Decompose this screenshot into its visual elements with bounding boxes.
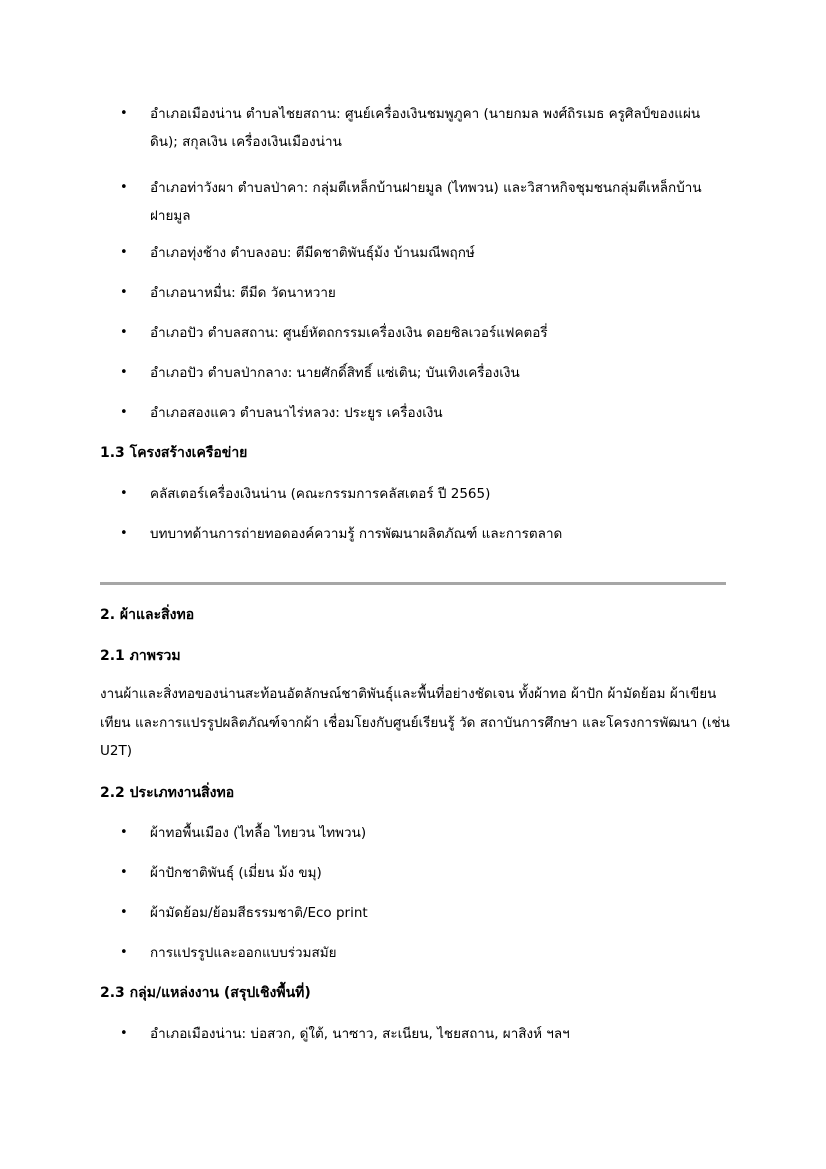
list-item-text: อำเภอเมืองน่าน ตำบลไชยสถาน: ศูนย์เครื่องเงินชมพูภูคา (นายกมล พงศ์ถิรเมธ ครูศิลป์ของแผ่นดิน); สกุลเงิน เครื่องเงินเมืองน่าน [150, 106, 701, 150]
list-item-text: บทบาทด้านการถ่ายทอดองค์ความรู้ การพัฒนาผลิตภัณฑ์ และการตลาด [150, 526, 563, 542]
bullet-icon: • [120, 106, 128, 121]
bullet-icon: • [120, 405, 128, 420]
bullet-icon: • [120, 1026, 128, 1041]
list-item [120, 239, 720, 267]
list-item-text: ผ้าปักชาติพันธุ์ (เมี่ยน ม้ง ขมุ) [150, 865, 322, 881]
list-item [120, 174, 720, 230]
list-item-text: อำเภอสองแคว ตำบลนาไร่หลวง: ประยูร เครื่องเงิน [150, 405, 443, 421]
list-item-text: ผ้าทอพื้นเมือง (ไทลื้อ ไทยวน ไทพวน) [150, 825, 367, 841]
bullet-icon: • [120, 526, 128, 541]
list-item [120, 859, 720, 887]
bullet-icon: • [120, 180, 128, 195]
bullet-icon: • [120, 285, 128, 300]
list-item-text: การแปรรูปและออกแบบร่วมสมัย [150, 945, 337, 961]
list-item [120, 1020, 720, 1048]
bullet-icon: • [120, 825, 128, 840]
list-item-text: คลัสเตอร์เครื่องเงินน่าน (คณะกรรมการคลัสเตอร์ ปี 2565) [150, 486, 491, 502]
bullet-icon: • [120, 245, 128, 260]
section-heading-2-2: 2.2 ประเภทงานสิ่งทอ [100, 785, 235, 801]
list-item [120, 399, 720, 427]
bullet-icon: • [120, 905, 128, 920]
overview-paragraph: งานผ้าและสิ่งทอของน่านสะท้อนอัตลักษณ์ชาติพันธุ์และพื้นที่อย่างชัดเจน ทั้งผ้าทอ ผ้าปัก ผ้ามัดย้อม ผ้าเขียนเทียน และการแปรรูปผลิตภัณฑ์จากผ้า เชื่อมโยงกับศูนย์เรียนรู้ วัด สถาบันการศึกษา และโครงการพัฒนา (เช่น U2T) [100, 686, 730, 759]
bullet-icon: • [120, 365, 128, 380]
list-item-text: อำเภอปัว ตำบลสถาน: ศูนย์หัตถกรรมเครื่องเงิน ดอยซิลเวอร์แฟคตอรี่ [150, 325, 548, 341]
list-item [120, 480, 720, 508]
section-heading-1-3: 1.3 โครงสร้างเครือข่าย [100, 445, 248, 461]
bullet-icon: • [120, 865, 128, 880]
section-heading-2-1: 2.1 ภาพรวม [100, 648, 181, 664]
list-item [120, 520, 720, 548]
list-item-text: อำเภอทุ่งช้าง ตำบลงอบ: ตีมีดชาติพันธุ์ม้ง บ้านมณีพฤกษ์ [150, 245, 475, 261]
list-item [120, 100, 720, 156]
list-item [120, 819, 720, 847]
list-item [120, 899, 720, 927]
list-item-text: อำเภอท่าวังผา ตำบลป่าคา: กลุ่มตีเหล็กบ้านฝายมูล (ไทพวน) และวิสาหกิจชุมชนกลุ่มตีเหล็กบ้านฝายมูล [150, 180, 702, 224]
bullet-icon: • [120, 325, 128, 340]
list-item-text: ผ้ามัดย้อม/ย้อมสีธรรมชาติ/Eco print [150, 905, 368, 921]
section-heading-2-3: 2.3 กลุ่ม/แหล่งงาน (สรุปเชิงพื้นที่) [100, 985, 311, 1001]
horizontal-rule [100, 582, 726, 585]
list-item [120, 359, 720, 387]
bullet-icon: • [120, 486, 128, 501]
list-item [120, 939, 720, 967]
list-item-text: อำเภอปัว ตำบลป่ากลาง: นายศักดิ์สิทธิ์ แซ่เติน; บันเทิงเครื่องเงิน [150, 365, 520, 381]
list-item [120, 279, 720, 307]
list-item [120, 319, 720, 347]
list-item-text: อำเภอนาหมื่น: ตีมีด วัดนาหวาย [150, 285, 336, 301]
bullet-icon: • [120, 945, 128, 960]
list-item-text: อำเภอเมืองน่าน: บ่อสวก, ดู่ใต้, นาซาว, สะเนียน, ไชยสถาน, ผาสิงห์ ฯลฯ [150, 1026, 570, 1042]
section-heading-2: 2. ผ้าและสิ่งทอ [100, 607, 195, 623]
